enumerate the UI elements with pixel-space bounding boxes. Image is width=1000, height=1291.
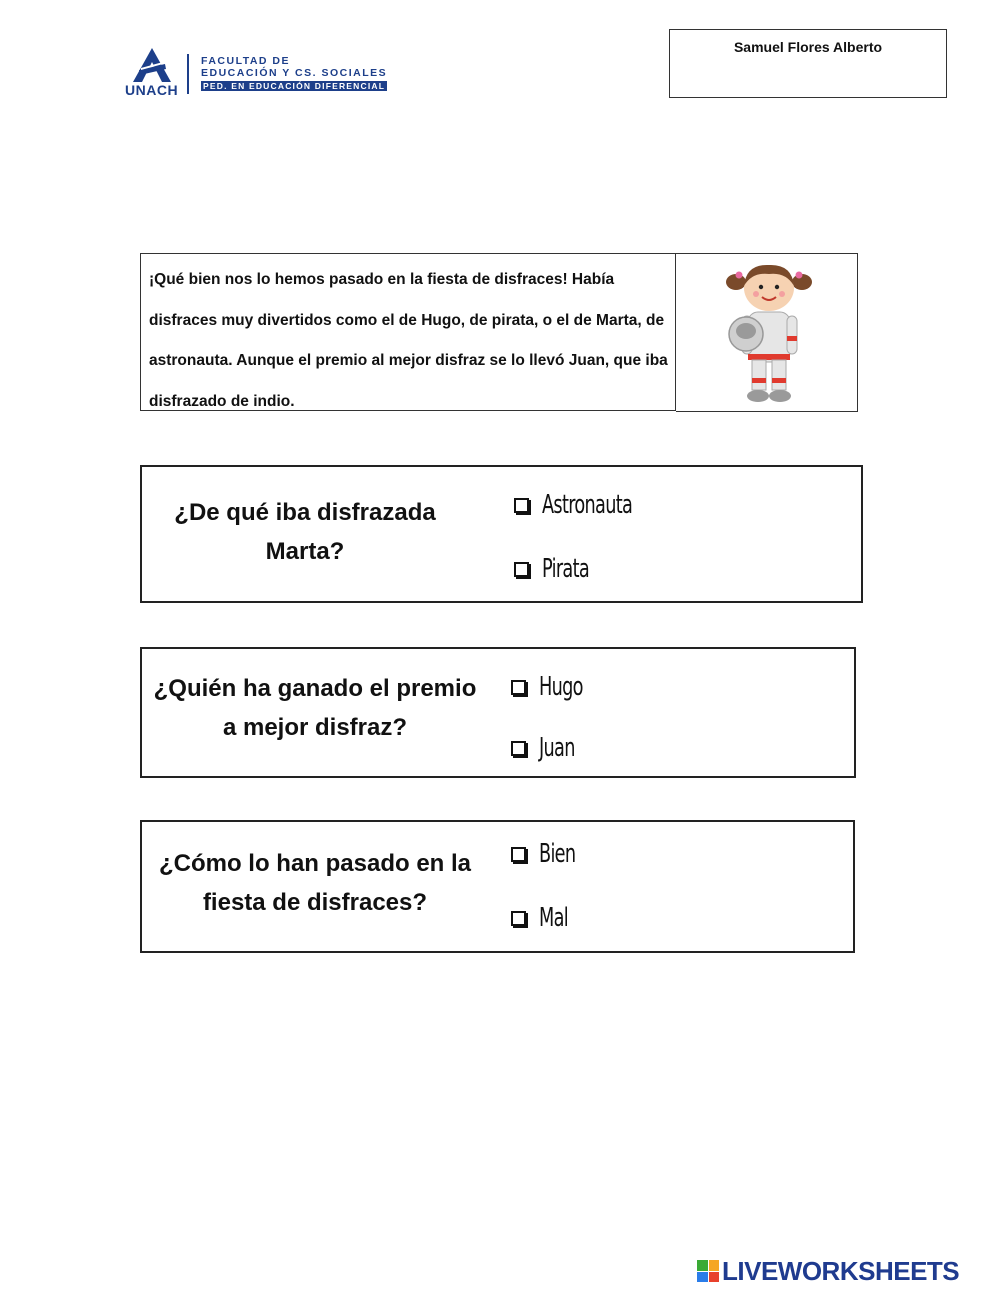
- option-label: Juan: [539, 733, 575, 763]
- option-pirata[interactable]: [514, 549, 611, 589]
- checkbox-icon[interactable]: [511, 680, 526, 695]
- option-astronauta[interactable]: [514, 485, 675, 525]
- brand-text: LIVEWORKSHEETS: [722, 1255, 960, 1286]
- question-box-3: [140, 820, 855, 953]
- option-hugo[interactable]: [511, 667, 603, 707]
- question-text-1: ¿De qué iba disfrazada Marta?: [174, 499, 436, 565]
- option-label: Mal: [539, 903, 568, 933]
- question-box-1: [140, 465, 863, 603]
- logo-faculty-line2: EDUCACIÓN Y CS. SOCIALES: [201, 67, 388, 79]
- checkbox-icon[interactable]: [511, 911, 526, 926]
- unach-emblem-icon: [133, 48, 171, 82]
- question-box-2: [140, 647, 856, 778]
- logo-faculty-line1: FACULTAD DE: [201, 55, 291, 67]
- box-left-rule: [140, 822, 142, 951]
- option-label: Bien: [539, 839, 576, 869]
- reading-passage-box: [140, 253, 676, 411]
- student-name: Samuel Flores Alberto: [733, 39, 883, 55]
- option-label: Hugo: [539, 672, 583, 702]
- logo-program-line: PED. EN EDUCACIÓN DIFERENCIAL: [203, 81, 386, 91]
- logo-unach-text: UNACH: [125, 82, 179, 98]
- checkbox-icon[interactable]: [514, 498, 529, 513]
- checkbox-icon[interactable]: [511, 741, 526, 756]
- question-text-2: ¿Quién ha ganado el premio a mejor disfraz?: [153, 675, 477, 741]
- option-juan[interactable]: [511, 728, 592, 768]
- checkbox-icon[interactable]: [514, 562, 529, 577]
- option-label: Astronauta: [542, 490, 633, 520]
- box-left-rule: [140, 649, 142, 776]
- liveworksheets-logo-icon: [697, 1260, 719, 1282]
- checkbox-icon[interactable]: [511, 847, 526, 862]
- question-text-3: ¿Cómo lo han pasado en la fiesta de disfraces?: [158, 850, 472, 916]
- logo-divider: [187, 54, 189, 94]
- option-bien[interactable]: [511, 834, 593, 874]
- option-mal[interactable]: [511, 898, 582, 938]
- liveworksheets-brand: [697, 1256, 959, 1286]
- astronaut-girl-illustration: [676, 254, 858, 413]
- reading-passage-text: ¡Qué bien nos lo hemos pasado en la fiesta de disfraces! Había disfraces muy divertidos como el de Hugo, de pirata, o el de Marta, de astronauta. Aunque el premio al mejor disfraz se lo llevó Juan, que iba disfrazado de indio.: [149, 271, 668, 410]
- student-name-box: [669, 29, 947, 98]
- unach-logo: [125, 46, 395, 100]
- option-label: Pirata: [542, 554, 589, 584]
- illustration-box: [676, 253, 858, 412]
